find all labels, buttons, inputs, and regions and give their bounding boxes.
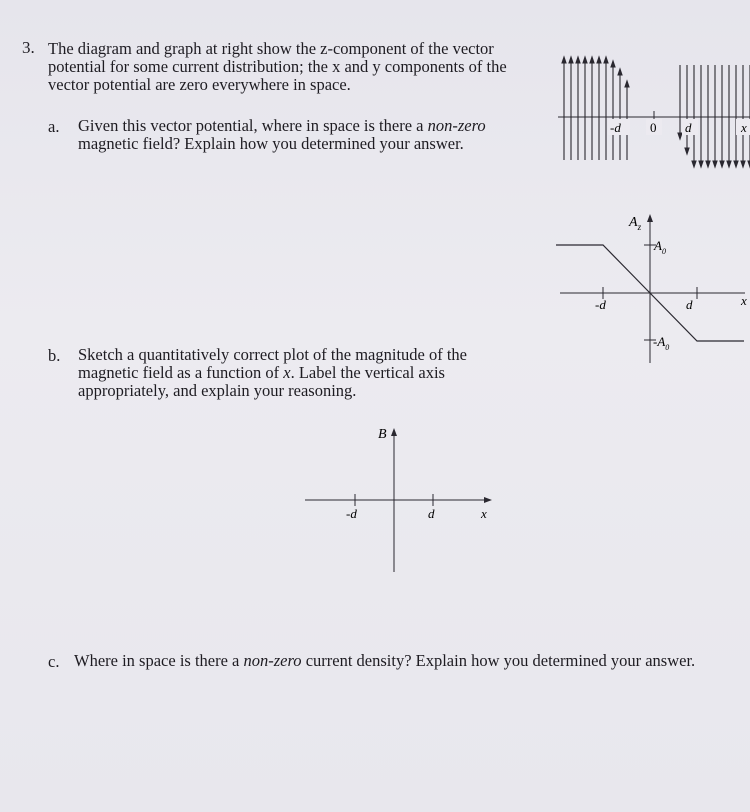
- b-xlabel: x: [481, 506, 487, 521]
- diagram-label-zero: 0: [650, 120, 657, 135]
- arrow-up: [569, 57, 573, 63]
- az-y-arrow: [647, 214, 653, 222]
- arrow-down: [685, 148, 689, 154]
- b-tick-label-d: d: [428, 506, 435, 521]
- part-b-label: b.: [48, 346, 61, 365]
- arrow-up: [604, 57, 608, 63]
- az-tick-label-d: d: [686, 297, 693, 312]
- az-xlabel: x: [741, 293, 747, 308]
- arrow-up: [618, 69, 622, 75]
- arrow-up: [625, 81, 629, 87]
- az-graph: [550, 205, 750, 370]
- arrow-down: [727, 161, 731, 167]
- arrow-down: [741, 161, 745, 167]
- b-graph: [300, 420, 500, 580]
- b-tick-label-neg-d: -d: [346, 506, 357, 521]
- arrow-down: [713, 161, 717, 167]
- arrow-up: [590, 57, 594, 63]
- arrow-up: [597, 57, 601, 63]
- arrow-down: [699, 161, 703, 167]
- arrow-up: [576, 57, 580, 63]
- part-a-text: Given this vector potential, where in space is there a non-zero magnetic field? Explain how you determined your answer.: [78, 116, 486, 153]
- vector-potential-diagram: [558, 55, 750, 175]
- arrow-up: [611, 61, 615, 67]
- arrow-down: [692, 161, 696, 167]
- diagram-label-x: x: [741, 120, 747, 135]
- diagram-label-d: d: [685, 120, 692, 135]
- arrow-up: [583, 57, 587, 63]
- arrow-up: [562, 57, 566, 63]
- question-text: The diagram and graph at right show the z-component of the vector potential for some current distribution; the x and y components of the vector potential are zero everywhere in space.: [48, 39, 507, 94]
- az-tick-label-neg-a0: $-A_0$: [653, 334, 670, 352]
- part-b-text: Sketch a quantitatively correct plot of the magnitude of the magnetic field as a function of x. Label the vertical axis appropriately, and explain your reasoning.: [78, 345, 467, 400]
- az-ylabel: $A_z$: [629, 215, 642, 232]
- az-tick-label-a0: $A_0$: [654, 238, 666, 256]
- diagram-label-neg-d: -d: [610, 120, 621, 135]
- b-ylabel: B: [378, 427, 387, 442]
- arrow-down: [720, 161, 724, 167]
- arrow-down: [734, 161, 738, 167]
- arrow-down: [678, 133, 682, 139]
- arrow-down: [706, 161, 710, 167]
- az-tick-label-neg-d: -d: [595, 297, 606, 312]
- b-x-arrow: [484, 497, 492, 503]
- question-number: 3.: [22, 38, 35, 57]
- part-c-text: Where in space is there a non-zero current density? Explain how you determined your answer.: [74, 651, 696, 670]
- b-y-arrow: [391, 428, 397, 436]
- part-c-label: c.: [48, 652, 60, 671]
- part-a-label: a.: [48, 117, 60, 136]
